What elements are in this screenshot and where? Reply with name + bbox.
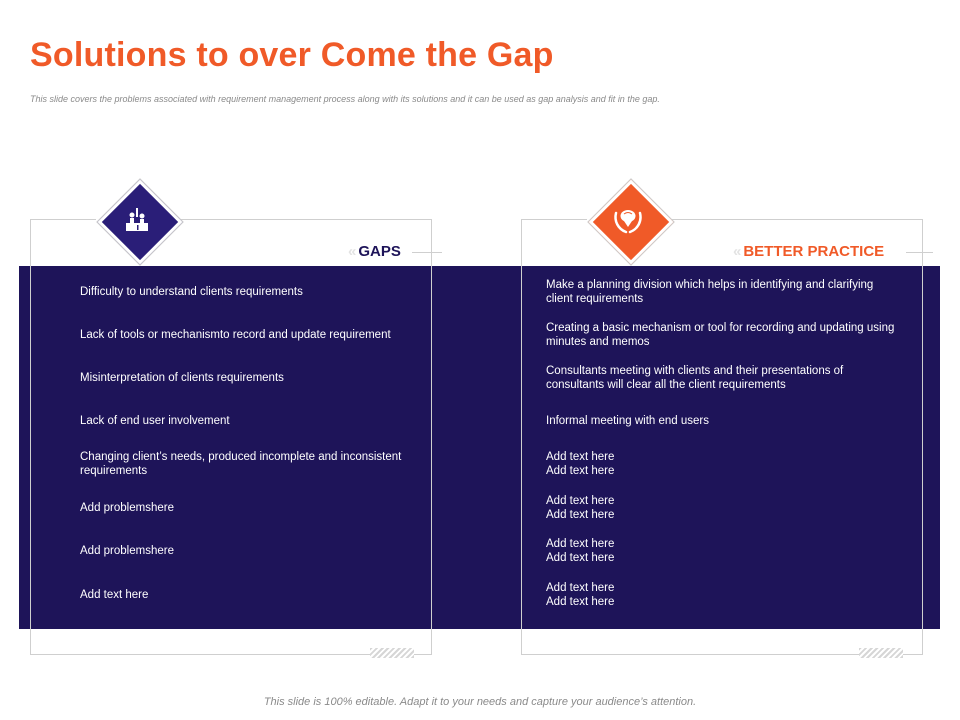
practice-item: Add text here Add text here [546, 495, 615, 521]
page-title: Solutions to over Come the Gap [30, 36, 554, 74]
gap-item: Lack of tools or mechanismto record and update requirement [80, 329, 391, 341]
gap-item: Add text here [80, 589, 149, 601]
practice-item: Add text here Add text here [546, 582, 615, 608]
gap-item: Misinterpretation of clients requirements [80, 372, 284, 384]
practice-item: Add text here Add text here [546, 538, 615, 564]
gap-item: Add problemshere [80, 545, 174, 557]
practice-item: Consultants meeting with clients and their presentations of consultants will clear all the client requirements [546, 365, 844, 391]
gaps-heading-text: GAPS [358, 243, 401, 260]
practice-item: Creating a basic mechanism or tool for recording and updating using minutes and memos [546, 322, 895, 348]
double-chevron-icon: « [348, 243, 357, 260]
hands-protecting-brain-icon [608, 199, 648, 239]
practice-item: Informal meeting with end users [546, 415, 709, 427]
gaps-heading [348, 243, 401, 260]
gap-item: Add problemshere [80, 502, 174, 514]
practice-item: Make a planning division which helps in identifying and clarifying client requirements [546, 279, 874, 305]
hatch-decoration [859, 648, 903, 658]
gap-item: Changing client’s needs, produced incomplete and inconsistent requirements [80, 451, 402, 477]
heading-rule [906, 252, 933, 253]
gap-item: Difficulty to understand clients requirements [80, 286, 303, 298]
double-chevron-icon: « [733, 243, 742, 260]
hatch-decoration [370, 648, 414, 658]
better-practice-heading [733, 243, 884, 260]
page-subtitle: This slide covers the problems associated with requirement management process along with its solutions and it can be used as gap analysis and fit in the gap. [30, 94, 660, 104]
people-at-bar-icon [117, 199, 157, 239]
heading-rule [412, 252, 442, 253]
better-practice-heading-text: BETTER PRACTICE [743, 243, 885, 260]
footer-note: This slide is 100% editable. Adapt it to your needs and capture your audience’s attention. [263, 696, 697, 708]
practice-item: Add text here Add text here [546, 451, 615, 477]
gap-item: Lack of end user involvement [80, 415, 230, 427]
